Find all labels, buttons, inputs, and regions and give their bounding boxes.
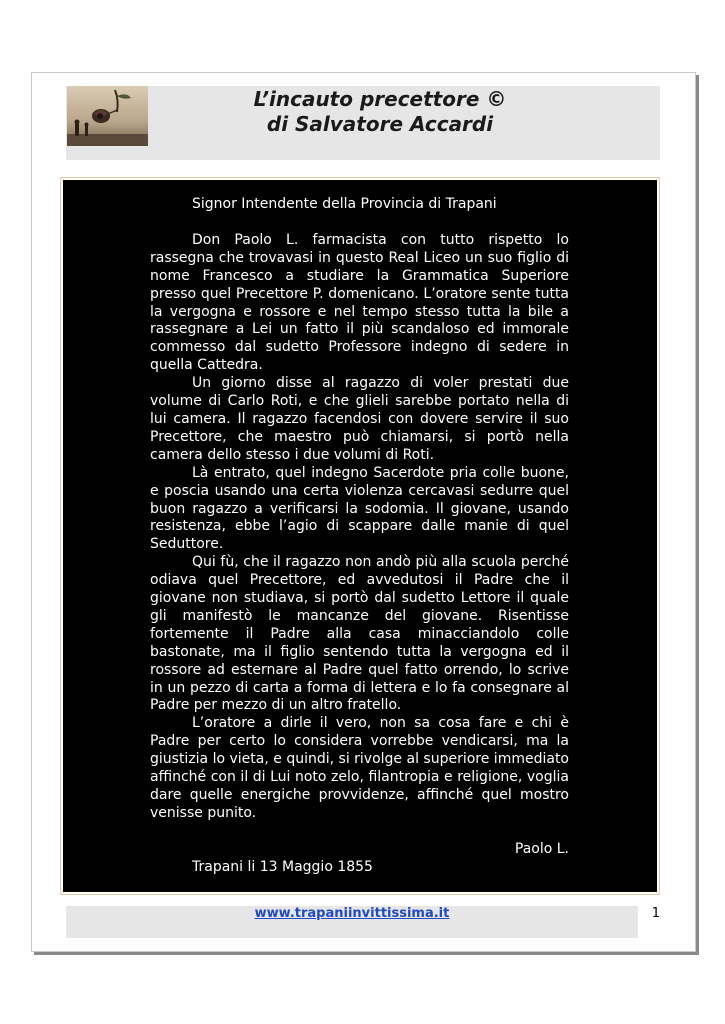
- letter-paragraph: L’oratore a dirle il vero, non sa cosa fare e chi è Padre per certo lo considera vorrebbe vendicarsi, ma la giustizia lo vieta, e quindi, si rivolge al superiore immediato affinché con il di Lui noto zelo, filantropia e religione, voglia dare quelle energiche provvidenze, affinché quel mostro venisse punito.: [150, 715, 569, 821]
- letter-date: Trapani li 13 Maggio 1855: [192, 858, 373, 875]
- website-link[interactable]: www.trapaniinvittissima.it: [254, 906, 450, 921]
- letter-address: Signor Intendente della Provincia di Trapani: [192, 196, 497, 212]
- document-author: di Salvatore Accardi: [266, 112, 494, 136]
- letter-paragraph: Don Paolo L. farmacista con tutto rispetto lo rassegna che trovavasi in questo Real Liceo un suo figlio di nome Francesco a studiare la Grammatica Superiore presso quel Precettore P. domenicano. L’oratore sente tutta la vergogna e rossore e nel tempo stesso tutta la bile a rassegnare a Lei un fatto il più scandaloso ed immorale commesso dal sudetto Professore indegno di sedere in quella Cattedra.: [150, 231, 569, 374]
- letter-body: [150, 196, 569, 877]
- letter-paragraph: Là entrato, quel indegno Sacerdote pria colle buone, e poscia usando una certa violenza cercavasi sedurre quel buon ragazzo a verificarsi la sodomia. Il giovane, usando resistenza, ebbe l’agio di scappare dalle manie di quel Seduttore.: [150, 464, 569, 553]
- page-number: 1: [651, 906, 660, 921]
- letter-paragraph: Un giorno disse al ragazzo di voler prestati due volume di Carlo Roti, e che glieli sarebbe portato nella di lui camera. Il ragazzo facendosi con dovere servire il suo Precettore, che maestro può chiamarsi, si portò nella camera dello stesso i due volumi di Roti.: [150, 375, 569, 463]
- letter-signature: Paolo L.: [514, 840, 569, 857]
- document-title: L’incauto precettore ©: [253, 87, 507, 111]
- letter-paragraph: Qui fù, che il ragazzo non andò più alla scuola perché odiava quel Precettore, ed avvedutosi il Padre che il giovane non studiava, si portò dal sudetto Lettore il quale gli manifestò le mancanze del giovane. Risentisse fortemente il Padre alla casa minacciandolo colle bastonate, ma il figlio sentendo tutta la vergogna ed il rossore ad esternare al Padre quel fatto orrendo, lo scrive in un pezzo di carta a forma di lettera e lo fa consegnare al Padre per mezzo di un altro fratello.: [150, 554, 569, 714]
- header-photo-rose: [67, 86, 148, 146]
